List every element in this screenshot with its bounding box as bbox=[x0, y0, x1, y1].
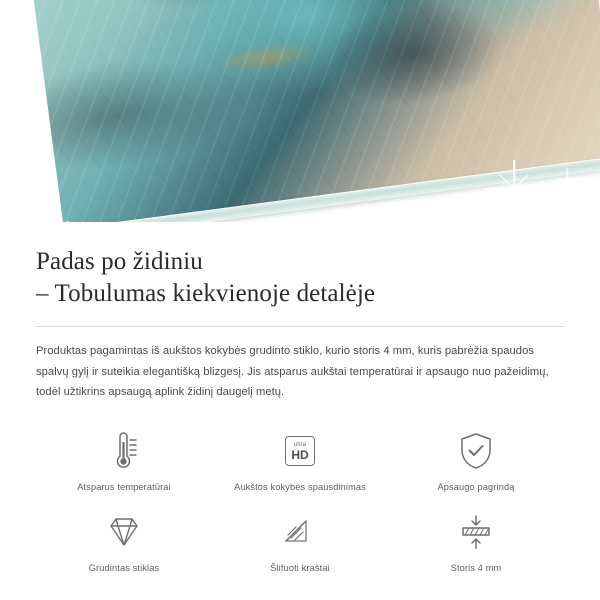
feature-label: Apsaugo pagrindą bbox=[437, 482, 515, 493]
description-paragraph: Produktas pagamintas iš aukštos kokybės grudinto stiklo, kurio storis 4 mm, kuris pabrėžia spaudos spalvų gylį ir suteikia elegantišką blizgesį. Jis atsparus aukštai temperatūrai ir apsaugo nuo pažeidimų, todėl užtikrins apsaugą aplink židinį daugelį metų. bbox=[36, 345, 549, 399]
feature-item-thickness bbox=[388, 510, 564, 573]
thickness-arrows-icon bbox=[456, 510, 496, 554]
divider bbox=[36, 326, 564, 327]
feature-label: Atsparus temperatūrai bbox=[77, 482, 171, 493]
polished-edges-icon bbox=[280, 510, 320, 554]
feature-item-polished-edges bbox=[212, 510, 388, 573]
title-line-1: Padas po židiniu bbox=[36, 248, 203, 275]
badge-bottom-text: HD bbox=[291, 447, 309, 462]
content-block bbox=[0, 222, 600, 573]
glass-gloss-overlay bbox=[14, 0, 600, 222]
diamond-icon bbox=[104, 510, 144, 554]
shield-check-icon bbox=[458, 429, 494, 473]
feature-label: Šlifuoti kraštai bbox=[270, 563, 330, 574]
feature-grid bbox=[36, 429, 564, 573]
feature-item-surface-protection bbox=[388, 429, 564, 492]
glass-panel bbox=[14, 0, 600, 222]
page-title bbox=[36, 246, 564, 310]
feature-item-tempered-glass bbox=[36, 510, 212, 573]
feature-label: Storis 4 mm bbox=[450, 563, 502, 574]
feature-item-temperature bbox=[36, 429, 212, 492]
badge-top-text: ultra bbox=[293, 441, 307, 448]
thermometer-icon bbox=[107, 429, 141, 473]
sparkle-medium-icon bbox=[520, 188, 554, 222]
hero-image bbox=[0, 0, 600, 222]
feature-label: Grudintas stiklas bbox=[88, 563, 160, 574]
title-line-2: – Tobulumas kiekvienoje detalėje bbox=[36, 280, 376, 307]
feature-label: Aukštos kokybės spausdinimas bbox=[234, 482, 366, 493]
marble-print-surface bbox=[14, 0, 600, 222]
feature-item-print-quality bbox=[212, 429, 388, 492]
ultra-hd-badge-icon bbox=[285, 429, 315, 473]
